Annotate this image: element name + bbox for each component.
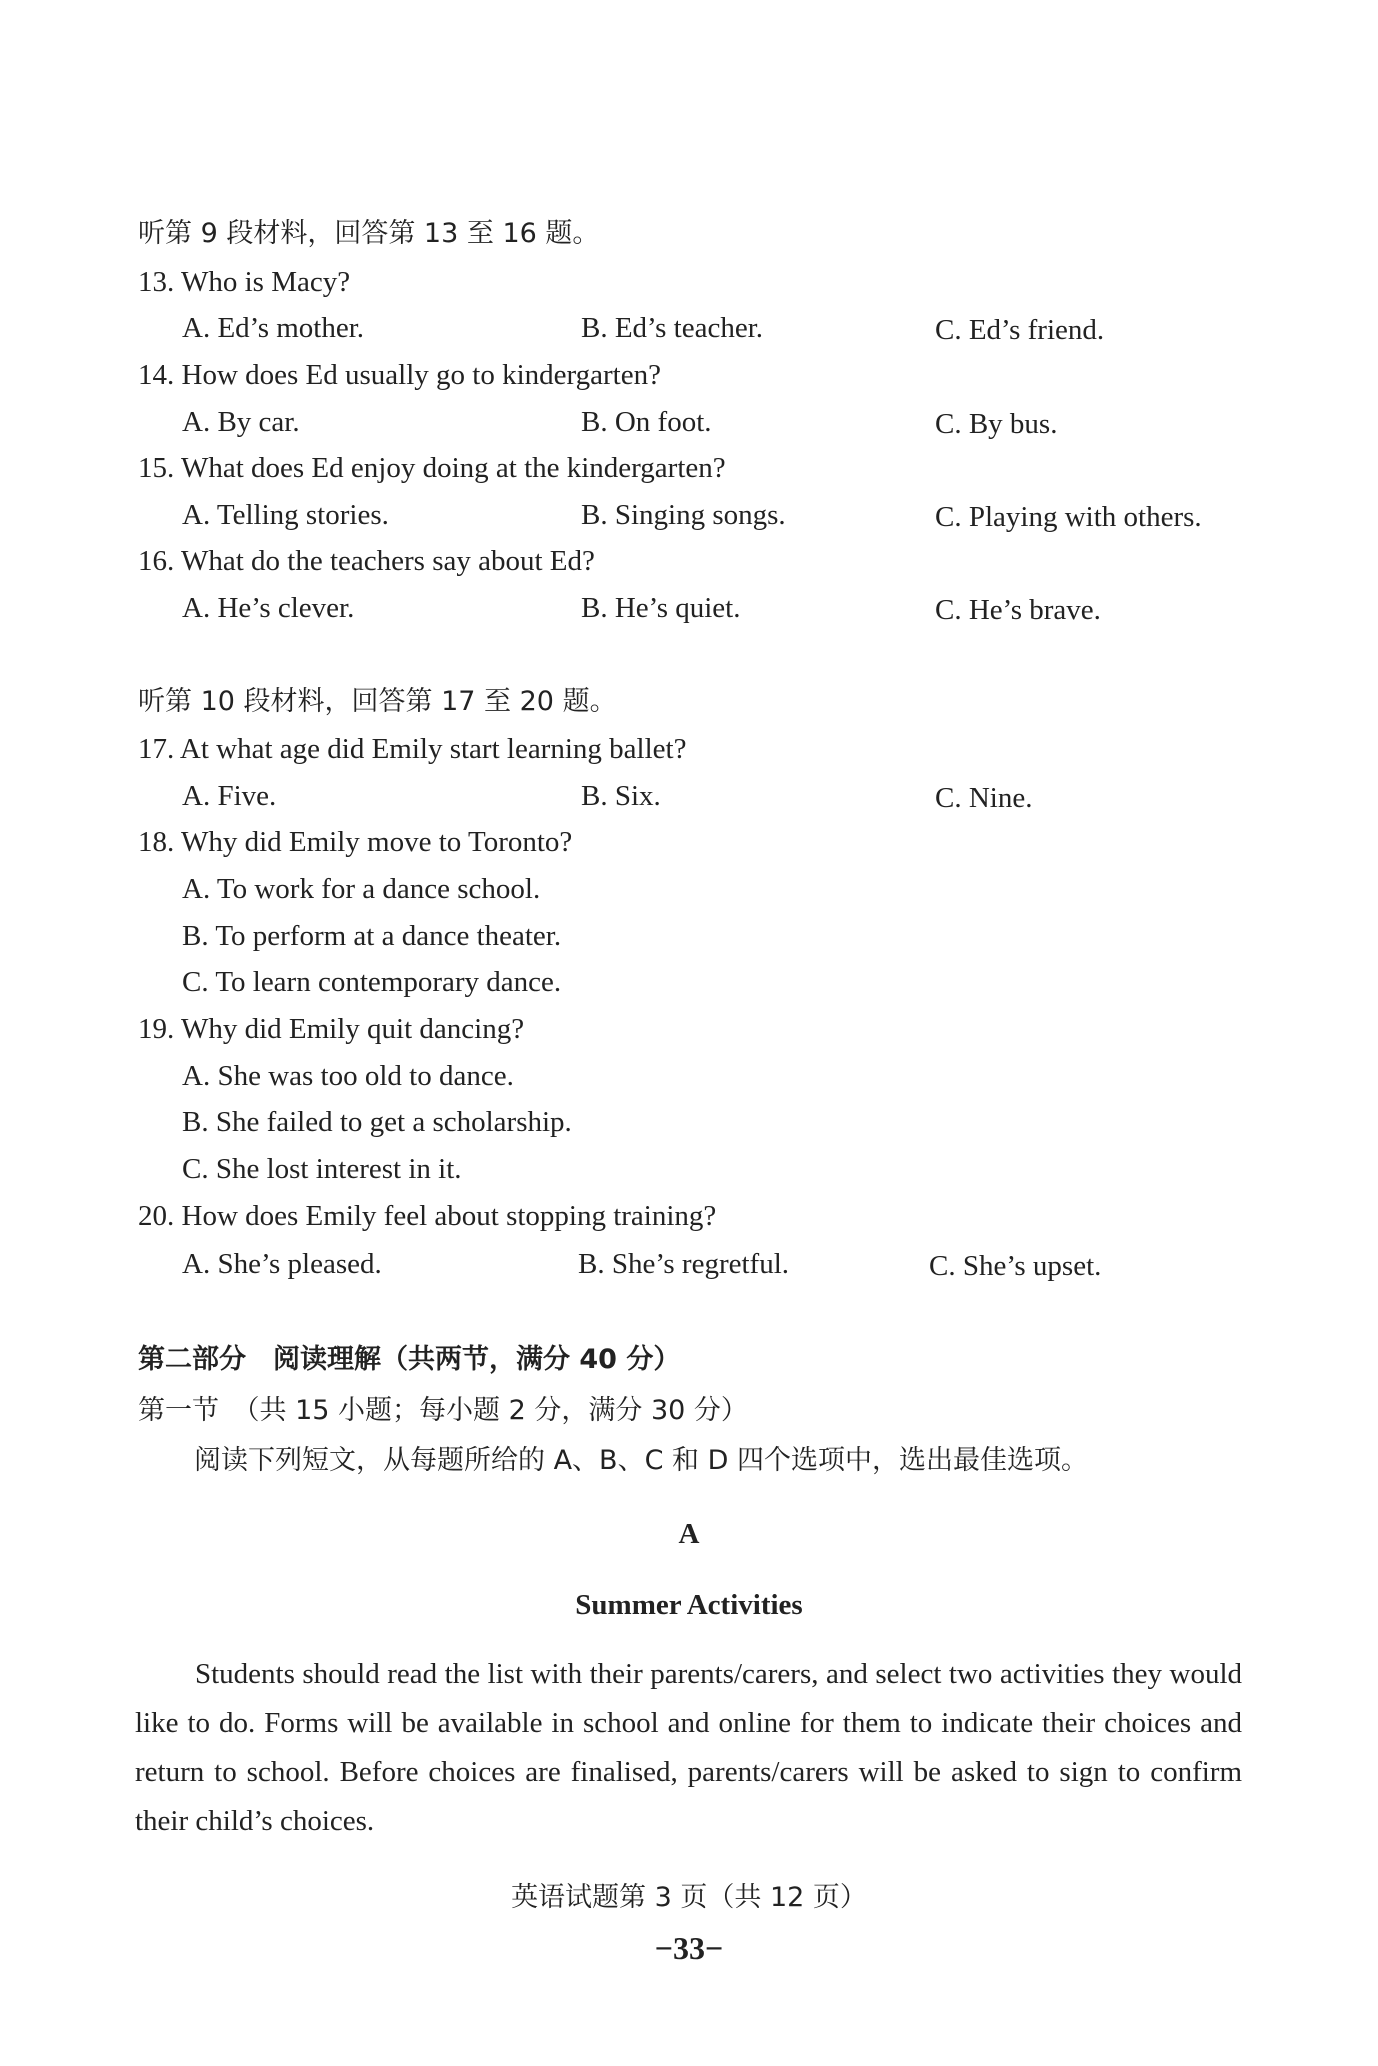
question-14-option-c: C. By bus. [935,408,1058,440]
question-13-stem: 13. Who is Macy? [138,266,351,298]
section-9-header: 听第 9 段材料，回答第 13 至 16 题。 [138,218,600,249]
question-16-option-b: B. He’s quiet. [581,592,741,624]
passage-letter: A [678,1518,700,1550]
question-15-option-b: B. Singing songs. [581,499,786,531]
question-18-stem: 18. Why did Emily move to Toronto? [138,826,573,858]
question-16-stem: 16. What do the teachers say about Ed? [138,545,595,577]
question-19-stem: 19. Why did Emily quit dancing? [138,1013,525,1045]
question-18-option-a: A. To work for a dance school. [182,873,541,905]
passage-paragraph [135,1650,1242,1846]
passage-title: Summer Activities [575,1589,803,1621]
question-17-stem: 17. At what age did Emily start learning ballet? [138,733,687,765]
question-17-option-c: C. Nine. [935,782,1033,814]
passage-text: Students should read the list with their parents/carers, and select two activities they would like to do. Forms will be available in school and online for them to indicate their choices and return to school. Before choices are finalised, parents/carers will be asked to sign to confirm their child’s choices. [135,1658,1242,1837]
question-17-option-b: B. Six. [581,780,661,812]
question-20-option-a: A. She’s pleased. [182,1248,382,1280]
question-18-option-c: C. To learn contemporary dance. [182,966,562,998]
question-19-option-b: B. She failed to get a scholarship. [182,1106,572,1138]
question-20-option-c: C. She’s upset. [929,1250,1102,1282]
reading-part-title: 第二部分 阅读理解（共两节，满分 40 分） [138,1344,681,1375]
question-15-option-c: C. Playing with others. [935,501,1202,533]
question-15-option-a: A. Telling stories. [182,499,389,531]
reading-section-title: 第一节 （共 15 小题；每小题 2 分，满分 30 分） [138,1395,748,1426]
question-19-option-c: C. She lost interest in it. [182,1153,462,1185]
question-15-stem: 15. What does Ed enjoy doing at the kindergarten? [138,452,726,484]
question-19-option-a: A. She was too old to dance. [182,1060,514,1092]
question-13-option-a: A. Ed’s mother. [182,312,365,344]
question-20-option-b: B. She’s regretful. [578,1248,790,1280]
section-10-header: 听第 10 段材料，回答第 17 至 20 题。 [138,686,617,717]
question-16-option-a: A. He’s clever. [182,592,355,624]
question-13-option-c: C. Ed’s friend. [935,314,1105,346]
question-14-option-a: A. By car. [182,406,300,438]
question-16-option-c: C. He’s brave. [935,594,1101,626]
question-14-option-b: B. On foot. [581,406,712,438]
question-17-option-a: A. Five. [182,780,277,812]
question-20-stem: 20. How does Emily feel about stopping training? [138,1200,717,1232]
footer-page-number: −33− [654,1930,724,1966]
question-13-option-b: B. Ed’s teacher. [581,312,764,344]
footer-page-label: 英语试题第 3 页（共 12 页） [511,1882,867,1913]
question-14-stem: 14. How does Ed usually go to kindergarten? [138,359,661,391]
reading-instruction: 阅读下列短文，从每题所给的 A、B、C 和 D 四个选项中，选出最佳选项。 [194,1445,1088,1476]
question-18-option-b: B. To perform at a dance theater. [182,920,562,952]
